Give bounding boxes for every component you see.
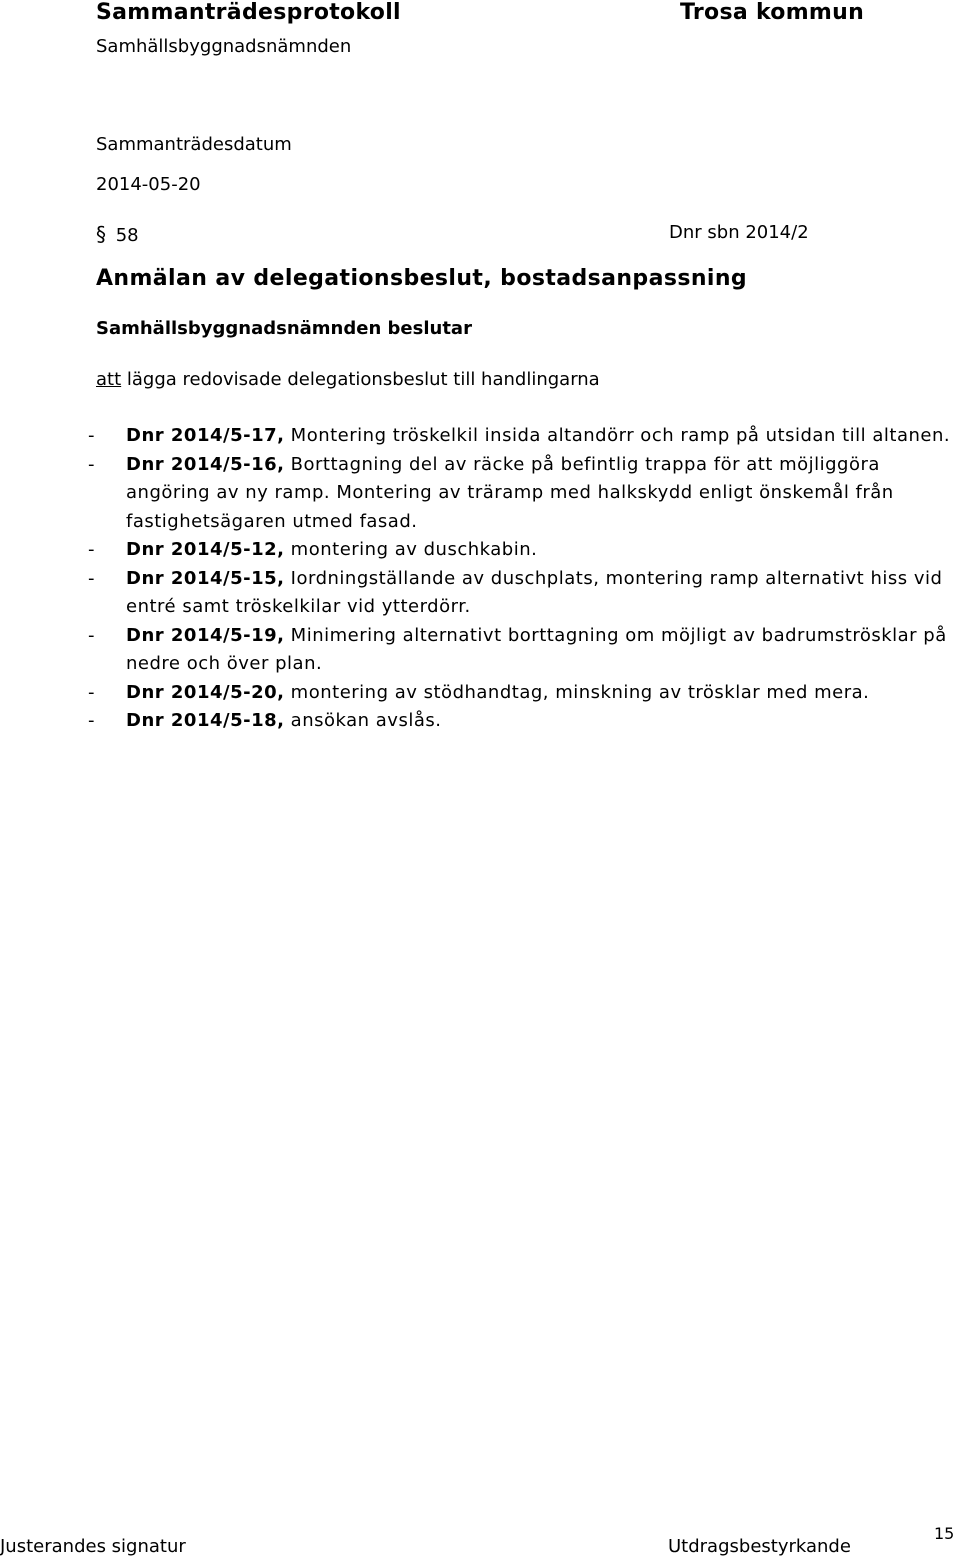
decision-text (96, 369, 600, 390)
item-text: montering av duschkabin. (284, 539, 538, 560)
decision-body: lägga redovisade delegationsbeslut till handlingarna (121, 369, 600, 390)
organization-name: Trosa kommun (680, 0, 865, 25)
section-sign: § (96, 222, 106, 246)
decision-lead: att (96, 369, 122, 390)
item-dnr: Dnr 2014/5-17, (126, 425, 285, 446)
item-dnr: Dnr 2014/5-12, (126, 539, 285, 560)
item-dnr: Dnr 2014/5-18, (126, 710, 285, 731)
item-text: Minimering alternativt borttagning om möjligt av badrumströsklar på nedre och över plan. (126, 624, 947, 674)
list-item (88, 622, 956, 679)
paragraph-heading (96, 222, 139, 246)
extract-certification-label: Utdragsbestyrkande (668, 1536, 851, 1557)
case-reference: Dnr sbn 2014/2 (669, 222, 809, 243)
bullet-dash: - (88, 539, 95, 560)
bullet-dash: - (88, 624, 95, 646)
meeting-date: 2014-05-20 (96, 174, 201, 195)
paragraph-number: 58 (115, 225, 139, 246)
committee-name: Samhällsbyggnadsnämnden (96, 36, 352, 57)
signature-label: Justerandes signatur (0, 1536, 186, 1557)
list-item (88, 536, 956, 565)
item-dnr: Dnr 2014/5-19, (126, 624, 285, 646)
list-item (88, 707, 956, 736)
list-item (88, 679, 956, 708)
bullet-dash: - (88, 453, 95, 475)
bullet-dash: - (88, 567, 95, 589)
page-number: 15 (934, 1524, 955, 1543)
list-item (88, 451, 956, 537)
case-title: Anmälan av delegationsbeslut, bostadsanpassning (96, 266, 748, 291)
delegation-decision-list (88, 422, 956, 736)
meeting-date-label: Sammanträdesdatum (96, 134, 292, 155)
item-text: montering av stödhandtag, minskning av trösklar med mera. (284, 681, 870, 703)
decision-heading: Samhällsbyggnadsnämnden beslutar (96, 318, 472, 339)
list-item (88, 565, 956, 622)
list-item (88, 422, 956, 451)
item-dnr: Dnr 2014/5-15, (126, 567, 285, 589)
item-text: ansökan avslås. (284, 710, 442, 731)
item-dnr: Dnr 2014/5-20, (126, 681, 285, 703)
item-text: Montering tröskelkil insida altandörr och ramp på utsidan till altanen. (284, 425, 951, 446)
bullet-dash: - (88, 681, 95, 703)
document-title: Sammanträdesprotokoll (96, 0, 401, 25)
bullet-dash: - (88, 425, 95, 446)
item-text: Borttagning del av räcke på befintlig trappa för att möjliggöra angöring av ny ramp. Montering av träramp med halkskydd enligt önskemål från fastighetsägaren utmed fasad. (126, 453, 894, 532)
item-text: Iordningställande av duschplats, montering ramp alternativt hiss vid entré samt tröskelkilar vid ytterdörr. (126, 567, 943, 617)
bullet-dash: - (88, 710, 95, 731)
item-dnr: Dnr 2014/5-16, (126, 453, 285, 475)
